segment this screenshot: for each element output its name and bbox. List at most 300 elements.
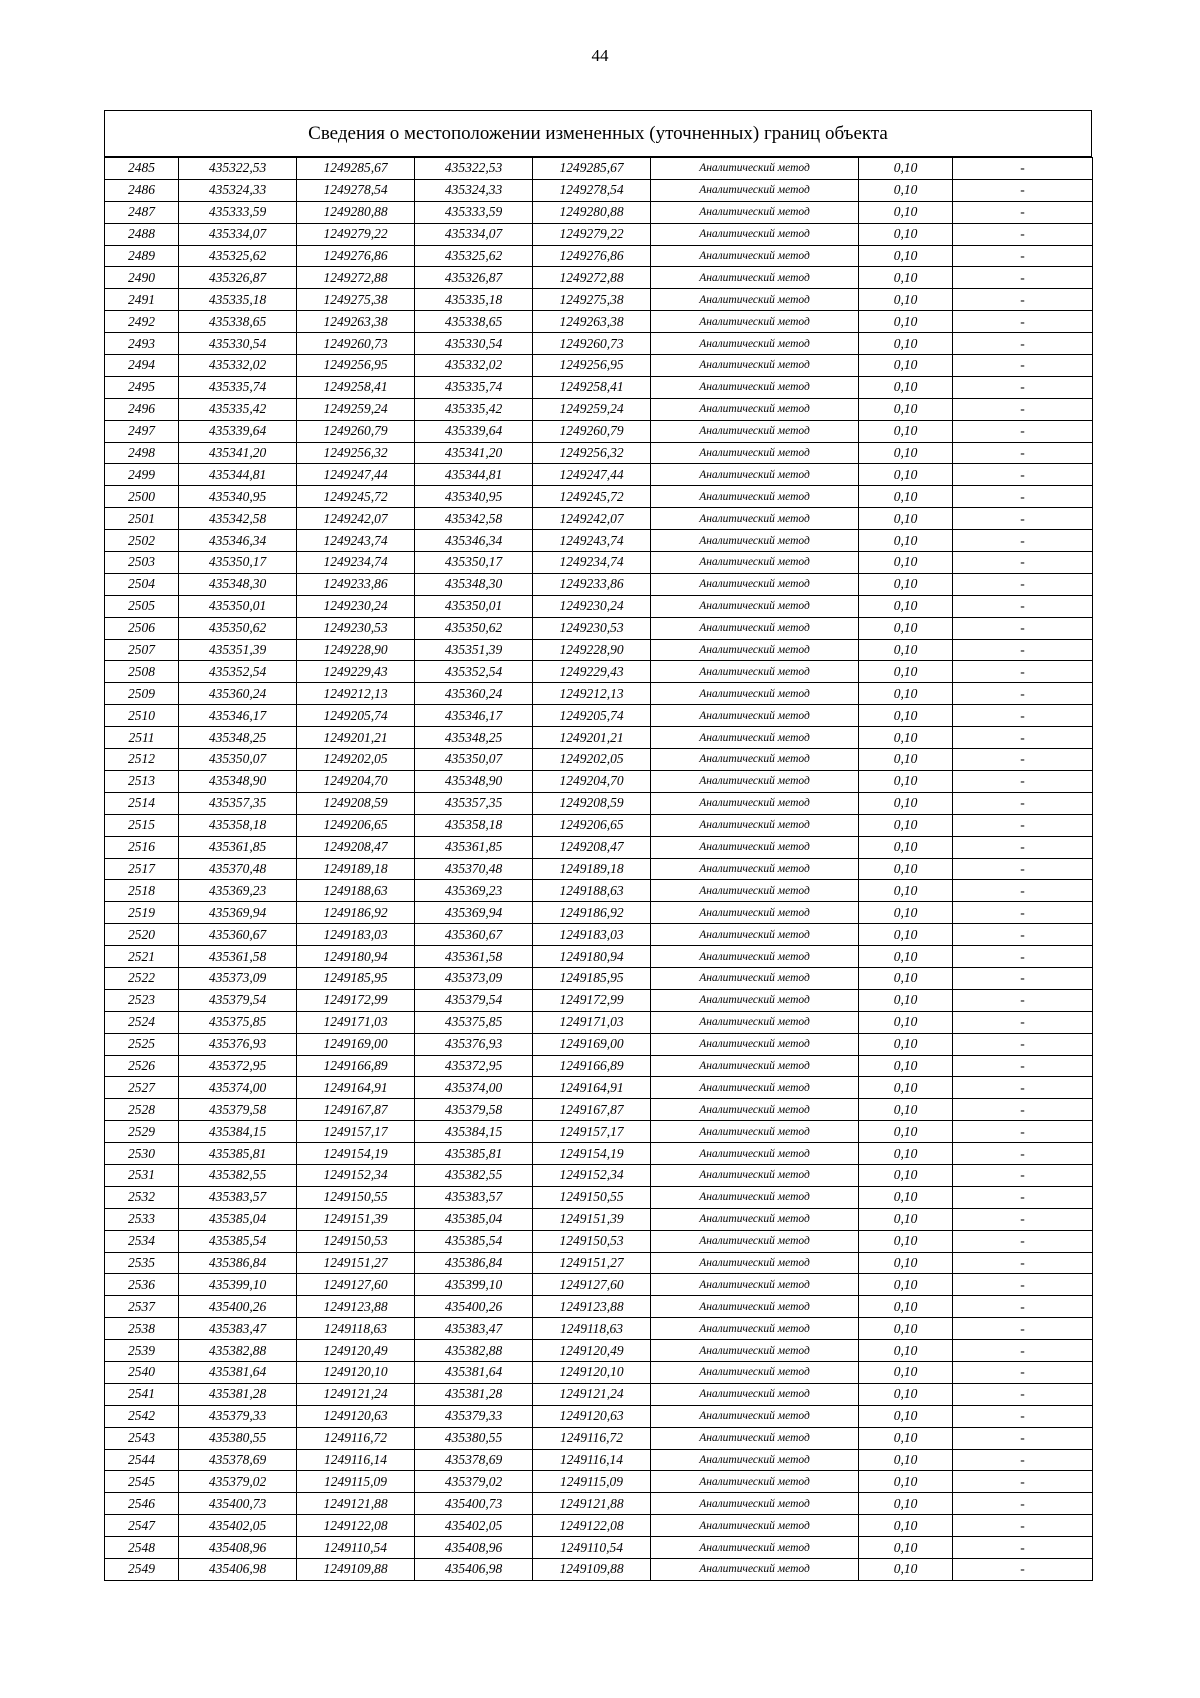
cell-accuracy: 0,10 (859, 1033, 953, 1055)
cell-x-old: 435370,48 (179, 858, 297, 880)
cell-method: Аналитический метод (651, 1164, 859, 1186)
cell-y-new: 1249205,74 (533, 705, 651, 727)
cell-description: - (953, 1121, 1093, 1143)
cell-accuracy: 0,10 (859, 333, 953, 355)
cell-method: Аналитический метод (651, 836, 859, 858)
cell-y-new: 1249167,87 (533, 1099, 651, 1121)
cell-y-new: 1249276,86 (533, 245, 651, 267)
cell-method: Аналитический метод (651, 792, 859, 814)
cell-y-new: 1249206,65 (533, 814, 651, 836)
cell-point-number: 2547 (105, 1515, 179, 1537)
cell-x-new: 435380,55 (415, 1427, 533, 1449)
cell-description: - (953, 1033, 1093, 1055)
cell-y-new: 1249151,39 (533, 1208, 651, 1230)
cell-y-new: 1249275,38 (533, 289, 651, 311)
cell-method: Аналитический метод (651, 1099, 859, 1121)
cell-accuracy: 0,10 (859, 1121, 953, 1143)
table-row (105, 201, 1093, 223)
cell-x-new: 435358,18 (415, 814, 533, 836)
cell-accuracy: 0,10 (859, 464, 953, 486)
cell-x-old: 435361,85 (179, 836, 297, 858)
cell-description: - (953, 989, 1093, 1011)
cell-accuracy: 0,10 (859, 814, 953, 836)
cell-y-old: 1249127,60 (297, 1274, 415, 1296)
cell-accuracy: 0,10 (859, 1274, 953, 1296)
cell-description: - (953, 858, 1093, 880)
cell-x-new: 435324,33 (415, 179, 533, 201)
cell-y-old: 1249204,70 (297, 770, 415, 792)
table-row (105, 267, 1093, 289)
cell-x-new: 435346,34 (415, 530, 533, 552)
cell-y-old: 1249230,53 (297, 617, 415, 639)
cell-method: Аналитический метод (651, 201, 859, 223)
cell-x-old: 435385,81 (179, 1143, 297, 1165)
cell-y-old: 1249109,88 (297, 1559, 415, 1581)
cell-description: - (953, 1055, 1093, 1077)
cell-x-new: 435382,88 (415, 1340, 533, 1362)
cell-method: Аналитический метод (651, 1493, 859, 1515)
cell-x-new: 435350,07 (415, 749, 533, 771)
cell-method: Аналитический метод (651, 770, 859, 792)
cell-accuracy: 0,10 (859, 1405, 953, 1427)
table-row (105, 1405, 1093, 1427)
cell-point-number: 2510 (105, 705, 179, 727)
cell-y-old: 1249151,39 (297, 1208, 415, 1230)
cell-description: - (953, 1318, 1093, 1340)
cell-y-old: 1249202,05 (297, 749, 415, 771)
cell-description: - (953, 661, 1093, 683)
cell-point-number: 2525 (105, 1033, 179, 1055)
cell-y-old: 1249263,38 (297, 311, 415, 333)
cell-x-old: 435361,58 (179, 946, 297, 968)
cell-description: - (953, 1515, 1093, 1537)
cell-x-old: 435335,18 (179, 289, 297, 311)
cell-x-old: 435381,28 (179, 1383, 297, 1405)
cell-description: - (953, 1449, 1093, 1471)
cell-point-number: 2545 (105, 1471, 179, 1493)
cell-y-old: 1249279,22 (297, 223, 415, 245)
cell-accuracy: 0,10 (859, 245, 953, 267)
cell-accuracy: 0,10 (859, 1340, 953, 1362)
cell-point-number: 2527 (105, 1077, 179, 1099)
cell-accuracy: 0,10 (859, 1230, 953, 1252)
cell-x-old: 435338,65 (179, 311, 297, 333)
cell-y-new: 1249228,90 (533, 639, 651, 661)
table-row (105, 705, 1093, 727)
cell-accuracy: 0,10 (859, 1077, 953, 1099)
cell-accuracy: 0,10 (859, 902, 953, 924)
cell-point-number: 2531 (105, 1164, 179, 1186)
cell-point-number: 2503 (105, 552, 179, 574)
table-row (105, 749, 1093, 771)
cell-method: Аналитический метод (651, 1055, 859, 1077)
cell-y-new: 1249152,34 (533, 1164, 651, 1186)
cell-y-new: 1249259,24 (533, 398, 651, 420)
cell-point-number: 2506 (105, 617, 179, 639)
cell-y-new: 1249208,47 (533, 836, 651, 858)
cell-method: Аналитический метод (651, 442, 859, 464)
table-row (105, 595, 1093, 617)
cell-x-old: 435344,81 (179, 464, 297, 486)
cell-point-number: 2521 (105, 946, 179, 968)
cell-description: - (953, 1274, 1093, 1296)
cell-x-old: 435335,42 (179, 398, 297, 420)
cell-point-number: 2522 (105, 967, 179, 989)
cell-description: - (953, 1252, 1093, 1274)
cell-y-old: 1249185,95 (297, 967, 415, 989)
cell-x-new: 435342,58 (415, 508, 533, 530)
cell-description: - (953, 902, 1093, 924)
cell-x-old: 435351,39 (179, 639, 297, 661)
table-row (105, 333, 1093, 355)
cell-method: Аналитический метод (651, 1208, 859, 1230)
cell-x-old: 435340,95 (179, 486, 297, 508)
cell-x-new: 435360,24 (415, 683, 533, 705)
cell-method: Аналитический метод (651, 1449, 859, 1471)
cell-x-new: 435379,02 (415, 1471, 533, 1493)
cell-x-new: 435369,23 (415, 880, 533, 902)
table-row (105, 1164, 1093, 1186)
cell-method: Аналитический метод (651, 573, 859, 595)
cell-description: - (953, 223, 1093, 245)
cell-x-old: 435350,62 (179, 617, 297, 639)
cell-point-number: 2533 (105, 1208, 179, 1230)
cell-y-new: 1249242,07 (533, 508, 651, 530)
table-row (105, 1471, 1093, 1493)
cell-description: - (953, 245, 1093, 267)
cell-x-old: 435332,02 (179, 355, 297, 377)
table-row (105, 858, 1093, 880)
table-row (105, 223, 1093, 245)
cell-accuracy: 0,10 (859, 1208, 953, 1230)
cell-y-old: 1249189,18 (297, 858, 415, 880)
cell-point-number: 2508 (105, 661, 179, 683)
cell-point-number: 2536 (105, 1274, 179, 1296)
cell-accuracy: 0,10 (859, 1296, 953, 1318)
cell-method: Аналитический метод (651, 1274, 859, 1296)
cell-x-old: 435322,53 (179, 158, 297, 180)
cell-accuracy: 0,10 (859, 376, 953, 398)
cell-accuracy: 0,10 (859, 946, 953, 968)
cell-description: - (953, 639, 1093, 661)
cell-y-new: 1249280,88 (533, 201, 651, 223)
cell-x-old: 435379,58 (179, 1099, 297, 1121)
cell-method: Аналитический метод (651, 946, 859, 968)
cell-y-new: 1249229,43 (533, 661, 651, 683)
cell-y-new: 1249171,03 (533, 1011, 651, 1033)
cell-y-new: 1249109,88 (533, 1559, 651, 1581)
cell-accuracy: 0,10 (859, 486, 953, 508)
cell-method: Аналитический метод (651, 245, 859, 267)
cell-y-old: 1249118,63 (297, 1318, 415, 1340)
cell-x-new: 435372,95 (415, 1055, 533, 1077)
cell-y-old: 1249260,79 (297, 420, 415, 442)
document-sheet (104, 110, 1092, 1581)
cell-description: - (953, 573, 1093, 595)
cell-method: Аналитический метод (651, 1427, 859, 1449)
cell-method: Аналитический метод (651, 355, 859, 377)
cell-y-new: 1249285,67 (533, 158, 651, 180)
cell-x-new: 435335,18 (415, 289, 533, 311)
cell-x-old: 435384,15 (179, 1121, 297, 1143)
cell-accuracy: 0,10 (859, 595, 953, 617)
cell-y-old: 1249285,67 (297, 158, 415, 180)
cell-accuracy: 0,10 (859, 1252, 953, 1274)
cell-method: Аналитический метод (651, 1230, 859, 1252)
cell-y-new: 1249263,38 (533, 311, 651, 333)
cell-point-number: 2534 (105, 1230, 179, 1252)
cell-x-old: 435380,55 (179, 1427, 297, 1449)
cell-x-old: 435360,67 (179, 924, 297, 946)
cell-method: Аналитический метод (651, 902, 859, 924)
cell-y-old: 1249205,74 (297, 705, 415, 727)
cell-y-new: 1249260,79 (533, 420, 651, 442)
cell-description: - (953, 158, 1093, 180)
boundary-table (104, 157, 1093, 1581)
cell-method: Аналитический метод (651, 727, 859, 749)
cell-accuracy: 0,10 (859, 1449, 953, 1471)
cell-x-old: 435342,58 (179, 508, 297, 530)
cell-description: - (953, 617, 1093, 639)
cell-point-number: 2498 (105, 442, 179, 464)
cell-description: - (953, 464, 1093, 486)
cell-description: - (953, 814, 1093, 836)
cell-x-old: 435339,64 (179, 420, 297, 442)
cell-y-new: 1249118,63 (533, 1318, 651, 1340)
cell-y-new: 1249258,41 (533, 376, 651, 398)
cell-y-new: 1249122,08 (533, 1515, 651, 1537)
cell-method: Аналитический метод (651, 617, 859, 639)
cell-description: - (953, 267, 1093, 289)
cell-y-old: 1249228,90 (297, 639, 415, 661)
cell-accuracy: 0,10 (859, 355, 953, 377)
cell-x-old: 435360,24 (179, 683, 297, 705)
cell-y-new: 1249230,53 (533, 617, 651, 639)
cell-accuracy: 0,10 (859, 179, 953, 201)
cell-y-new: 1249120,10 (533, 1361, 651, 1383)
cell-description: - (953, 1493, 1093, 1515)
cell-y-old: 1249212,13 (297, 683, 415, 705)
cell-point-number: 2535 (105, 1252, 179, 1274)
cell-x-new: 435378,69 (415, 1449, 533, 1471)
cell-y-new: 1249204,70 (533, 770, 651, 792)
cell-y-old: 1249171,03 (297, 1011, 415, 1033)
table-row (105, 1077, 1093, 1099)
table-row (105, 661, 1093, 683)
cell-method: Аналитический метод (651, 376, 859, 398)
cell-point-number: 2529 (105, 1121, 179, 1143)
cell-x-old: 435341,20 (179, 442, 297, 464)
cell-x-new: 435352,54 (415, 661, 533, 683)
cell-accuracy: 0,10 (859, 442, 953, 464)
cell-y-new: 1249212,13 (533, 683, 651, 705)
cell-x-old: 435335,74 (179, 376, 297, 398)
cell-y-old: 1249157,17 (297, 1121, 415, 1143)
cell-point-number: 2519 (105, 902, 179, 924)
cell-accuracy: 0,10 (859, 705, 953, 727)
cell-method: Аналитический метод (651, 814, 859, 836)
table-row (105, 1099, 1093, 1121)
cell-x-new: 435332,02 (415, 355, 533, 377)
cell-description: - (953, 705, 1093, 727)
cell-point-number: 2502 (105, 530, 179, 552)
cell-method: Аналитический метод (651, 1121, 859, 1143)
cell-point-number: 2487 (105, 201, 179, 223)
cell-y-old: 1249166,89 (297, 1055, 415, 1077)
cell-x-new: 435361,58 (415, 946, 533, 968)
cell-accuracy: 0,10 (859, 398, 953, 420)
cell-y-old: 1249201,21 (297, 727, 415, 749)
cell-method: Аналитический метод (651, 1471, 859, 1493)
cell-accuracy: 0,10 (859, 1055, 953, 1077)
table-row (105, 1230, 1093, 1252)
cell-accuracy: 0,10 (859, 770, 953, 792)
cell-y-old: 1249120,49 (297, 1340, 415, 1362)
cell-x-new: 435382,55 (415, 1164, 533, 1186)
cell-y-new: 1249234,74 (533, 552, 651, 574)
cell-y-old: 1249242,07 (297, 508, 415, 530)
cell-accuracy: 0,10 (859, 1559, 953, 1581)
cell-x-new: 435400,26 (415, 1296, 533, 1318)
cell-method: Аналитический метод (651, 179, 859, 201)
cell-method: Аналитический метод (651, 1361, 859, 1383)
cell-y-old: 1249169,00 (297, 1033, 415, 1055)
cell-method: Аналитический метод (651, 661, 859, 683)
cell-y-old: 1249154,19 (297, 1143, 415, 1165)
cell-y-new: 1249260,73 (533, 333, 651, 355)
cell-description: - (953, 924, 1093, 946)
table-row (105, 836, 1093, 858)
cell-y-new: 1249272,88 (533, 267, 651, 289)
cell-x-old: 435373,09 (179, 967, 297, 989)
cell-x-old: 435346,34 (179, 530, 297, 552)
cell-y-new: 1249183,03 (533, 924, 651, 946)
cell-x-new: 435344,81 (415, 464, 533, 486)
cell-x-old: 435348,90 (179, 770, 297, 792)
cell-accuracy: 0,10 (859, 1471, 953, 1493)
cell-point-number: 2538 (105, 1318, 179, 1340)
table-row (105, 617, 1093, 639)
cell-y-new: 1249256,32 (533, 442, 651, 464)
cell-method: Аналитический метод (651, 223, 859, 245)
cell-point-number: 2491 (105, 289, 179, 311)
cell-method: Аналитический метод (651, 289, 859, 311)
cell-y-new: 1249121,24 (533, 1383, 651, 1405)
cell-accuracy: 0,10 (859, 858, 953, 880)
cell-description: - (953, 530, 1093, 552)
cell-accuracy: 0,10 (859, 924, 953, 946)
cell-point-number: 2504 (105, 573, 179, 595)
cell-y-new: 1249188,63 (533, 880, 651, 902)
cell-method: Аналитический метод (651, 1186, 859, 1208)
cell-method: Аналитический метод (651, 880, 859, 902)
cell-x-old: 435348,30 (179, 573, 297, 595)
cell-description: - (953, 398, 1093, 420)
table-row (105, 1537, 1093, 1559)
cell-accuracy: 0,10 (859, 289, 953, 311)
cell-description: - (953, 179, 1093, 201)
cell-x-new: 435376,93 (415, 1033, 533, 1055)
cell-y-new: 1249120,49 (533, 1340, 651, 1362)
cell-y-new: 1249127,60 (533, 1274, 651, 1296)
cell-x-old: 435330,54 (179, 333, 297, 355)
table-row (105, 398, 1093, 420)
cell-x-new: 435335,74 (415, 376, 533, 398)
cell-x-new: 435339,64 (415, 420, 533, 442)
cell-description: - (953, 1427, 1093, 1449)
page-number: 44 (591, 46, 609, 65)
cell-description: - (953, 333, 1093, 355)
cell-y-old: 1249120,63 (297, 1405, 415, 1427)
cell-y-new: 1249245,72 (533, 486, 651, 508)
table-row (105, 355, 1093, 377)
cell-x-old: 435376,93 (179, 1033, 297, 1055)
cell-point-number: 2495 (105, 376, 179, 398)
cell-y-new: 1249150,53 (533, 1230, 651, 1252)
cell-point-number: 2499 (105, 464, 179, 486)
cell-y-old: 1249208,47 (297, 836, 415, 858)
cell-accuracy: 0,10 (859, 1186, 953, 1208)
table-row (105, 1186, 1093, 1208)
cell-point-number: 2488 (105, 223, 179, 245)
cell-x-new: 435350,62 (415, 617, 533, 639)
table-row (105, 1274, 1093, 1296)
cell-x-old: 435358,18 (179, 814, 297, 836)
cell-x-old: 435372,95 (179, 1055, 297, 1077)
cell-method: Аналитический метод (651, 705, 859, 727)
cell-description: - (953, 792, 1093, 814)
cell-y-new: 1249208,59 (533, 792, 651, 814)
cell-accuracy: 0,10 (859, 661, 953, 683)
cell-x-new: 435326,87 (415, 267, 533, 289)
cell-x-old: 435400,73 (179, 1493, 297, 1515)
cell-point-number: 2518 (105, 880, 179, 902)
cell-y-old: 1249123,88 (297, 1296, 415, 1318)
cell-x-new: 435384,15 (415, 1121, 533, 1143)
cell-point-number: 2530 (105, 1143, 179, 1165)
cell-y-new: 1249166,89 (533, 1055, 651, 1077)
cell-x-old: 435333,59 (179, 201, 297, 223)
cell-x-new: 435374,00 (415, 1077, 533, 1099)
cell-x-new: 435369,94 (415, 902, 533, 924)
cell-x-new: 435402,05 (415, 1515, 533, 1537)
cell-description: - (953, 967, 1093, 989)
cell-x-new: 435370,48 (415, 858, 533, 880)
cell-y-new: 1249189,18 (533, 858, 651, 880)
cell-description: - (953, 1361, 1093, 1383)
cell-point-number: 2507 (105, 639, 179, 661)
cell-y-new: 1249279,22 (533, 223, 651, 245)
cell-y-old: 1249247,44 (297, 464, 415, 486)
cell-y-old: 1249188,63 (297, 880, 415, 902)
cell-y-old: 1249180,94 (297, 946, 415, 968)
cell-y-old: 1249186,92 (297, 902, 415, 924)
cell-method: Аналитический метод (651, 1515, 859, 1537)
cell-method: Аналитический метод (651, 749, 859, 771)
cell-description: - (953, 1383, 1093, 1405)
cell-y-new: 1249172,99 (533, 989, 651, 1011)
table-row (105, 420, 1093, 442)
cell-accuracy: 0,10 (859, 749, 953, 771)
cell-point-number: 2541 (105, 1383, 179, 1405)
cell-point-number: 2549 (105, 1559, 179, 1581)
cell-y-old: 1249152,34 (297, 1164, 415, 1186)
cell-accuracy: 0,10 (859, 1515, 953, 1537)
cell-point-number: 2514 (105, 792, 179, 814)
table-row (105, 902, 1093, 924)
cell-x-old: 435352,54 (179, 661, 297, 683)
cell-description: - (953, 355, 1093, 377)
